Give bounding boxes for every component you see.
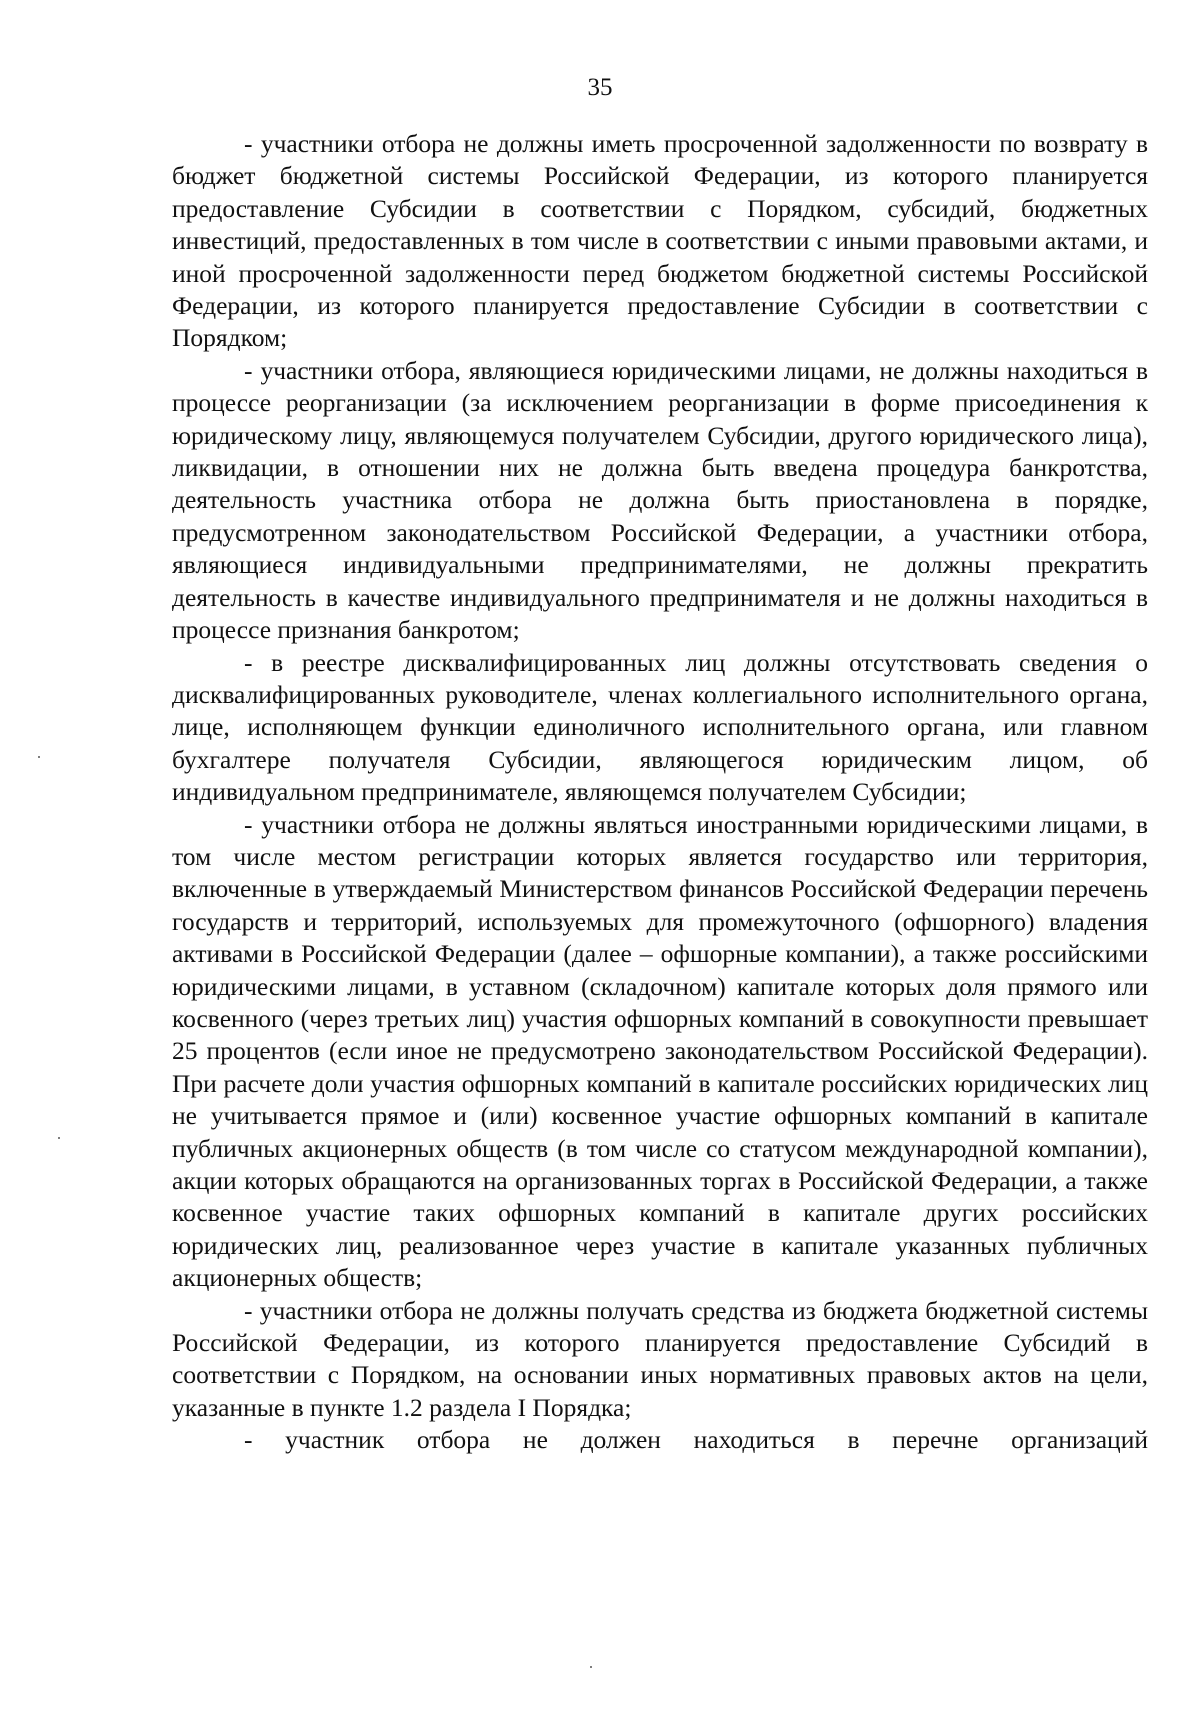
paragraph-overdue-debt: - участники отбора не должны иметь просроченной задолженности по возврату в бюджет бюджетной системы Российской Федерации, из которого планируется предоставление Субсидии в соответствии с Порядком, субсидий, бюджетных инвестиций, предоставленных в том числе в соответствии с иными правовыми актами, и иной просроченной задолженности перед бюджетом бюджетной системы Российской Федерации, из которого планируется предоставление Субсидии в соответствии с Порядком; <box>172 129 1148 353</box>
paragraph-offshore-companies: - участники отбора не должны являться иностранными юридическими лицами, в том числе местом регистрации которых является государство или территория, включенные в утверждаемый Министерством финансов Российской Федерации перечень государств и территорий, используемых для промежуточного (офшорного) владения активами в Российской Федерации (далее – офшорные компании), а также российскими юридическими лицами, в уставном (складочном) капитале которых доля прямого или косвенного (через третьих лиц) участия офшорных компаний в совокупности превышает 25 процентов (если иное не предусмотрено законодательством Российской Федерации). При расчете доли участия офшорных компаний в капитале российских юридических лиц не учитывается прямое и (или) косвенное участие офшорных компаний в капитале публичных акционерных обществ (в том числе со статусом международной компании), акции которых обращаются на организованных торгах в Российской Федерации, а также косвенное участие таких офшорных компаний в капитале других российских юридических лиц, реализованное через участие в капитале указанных публичных акционерных обществ; <box>172 809 1148 1293</box>
paragraph-disqualified-persons: - в реестре дисквалифицированных лиц должны отсутствовать сведения о дисквалифицированных руководителе, членах коллегиального исполнительного органа, лице, исполняющем функции единоличного исполнительного органа, или главном бухгалтере получателя Субсидии, являющегося юридическим лицом, об индивидуальном предпринимателе, являющемся получателем Субсидии; <box>172 647 1148 807</box>
paragraph-reorganization: - участники отбора, являющиеся юридическими лицами, не должны находиться в процессе реорганизации (за исключением реорганизации в форме присоединения к юридическому лицу, являющемуся получателем Субсидии, другого юридического лица), ликвидации, в отношении них не должна быть введена процедура банкротства, деятельность участника отбора не должна быть приостановлена в порядке, предусмотренном законодательством Российской Федерации, а участники отбора, являющиеся индивидуальными предпринимателями, не должны прекратить деятельность в качестве индивидуального предпринимателя и не должны находиться в процессе признания банкротом; <box>172 355 1148 645</box>
paragraph-other-budget-funds: - участники отбора не должны получать средства из бюджета бюджетной системы Российской Федерации, из которого планируется предоставление Субсидий в соответствии с Порядком, на основании иных нормативных правовых актов на цели, указанные в пункте 1.2 раздела I Порядка; <box>172 1295 1148 1422</box>
scan-speck <box>590 1666 592 1668</box>
scan-speck <box>58 1137 60 1139</box>
scan-speck <box>38 756 40 758</box>
document-body <box>172 128 1148 1457</box>
page-number: 35 <box>587 74 613 101</box>
paragraph-organizations-list: - участник отбора не должен находиться в перечне организаций <box>244 1425 1148 1455</box>
